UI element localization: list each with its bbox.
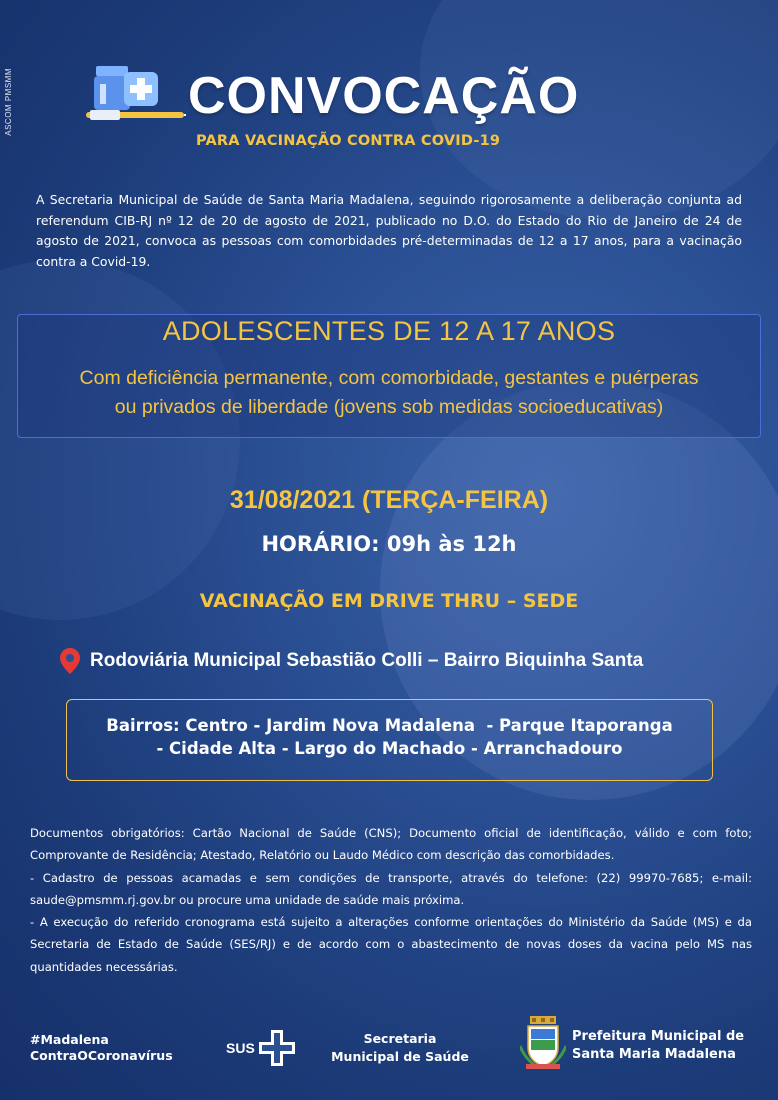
sus-logo [226,1030,297,1066]
target-group-description [0,364,778,422]
vaccine-icon [86,64,186,126]
hashtag-line-2: ContraOCoronavírus [30,1048,173,1063]
page-title: CONVOCAÇÃO [188,67,580,125]
vaccination-time: HORÁRIO: 09h às 12h [261,532,517,556]
secretariat-line-1: Secretaria [363,1031,437,1046]
schedule-disclaimer-note: - A execução do referido cronograma está sujeito a alterações conforme orientações do Ministério da Saúde (MS) e da Secretaria de Estado de Saúde (SES/RJ) e de acordo com o abastecimento de novas doses da vacina pelo MS nas quantidades necessárias. [30,915,752,974]
credit-label: ASCOM PMSMM [4,68,13,136]
city-hall-line-2: Santa Maria Madalena [572,1047,736,1062]
neighborhoods-line-1: Bairros: Centro - Jardim Nova Madalena - Parque Itaporanga [106,716,673,735]
map-pin-icon [60,648,80,674]
registration-note: - Cadastro de pessoas acamadas e sem condições de transporte, através do telefone: (22) 99970-7685; e-mail: saude@pmsmm.rj.gov.br ou procure uma unidade de saúde mais próxima. [30,870,752,907]
neighborhoods-text [66,714,713,760]
page-subtitle: PARA VACINAÇÃO CONTRA COVID-19 [196,133,501,149]
target-group-line-1: Com deficiência permanente, com comorbidade, gestantes e puérperas [79,367,699,389]
sus-cross-icon [257,1030,297,1066]
hashtag-line-1: #Madalena [30,1032,109,1047]
health-secretariat-logo [330,1030,470,1066]
sus-label: SUS [226,1040,255,1056]
location-text: Rodoviária Municipal Sebastião Colli – Bairro Biquinha Santa [90,650,644,671]
target-group-title: ADOLESCENTES DE 12 A 17 ANOS [162,316,616,346]
campaign-hashtag [30,1032,173,1064]
secretariat-line-2: Municipal de Saúde [331,1049,469,1064]
required-documents-note: Documentos obrigatórios: Cartão Nacional de Saúde (CNS); Documento oficial de identificação, válido e com foto; Comprovante de Residência; Atestado, Relatório ou Laudo Médico com descrição das comorbidades. [30,826,752,863]
intro-paragraph: A Secretaria Municipal de Saúde de Santa Maria Madalena, seguindo rigorosamente a deliberação conjunta ad referendum CIB-RJ nº 12 de 20 de agosto de 2021, publicado no D.O. do Estado do Rio de Janeiro de 24 de agosto de 2021, convoca as pessoas com comorbidades pré-determinadas de 12 a 17 anos, para a vacinação contra a Covid-19. [36,192,742,269]
vaccination-date: 31/08/2021 (TERÇA-FEIRA) [229,486,549,514]
city-hall-line-1: Prefeitura Municipal de [572,1029,745,1044]
vaccination-mode: VACINAÇÃO EM DRIVE THRU – SEDE [199,590,579,612]
city-hall-logo-text [572,1028,744,1064]
neighborhoods-line-2: - Cidade Alta - Largo do Machado - Arranchadouro [156,739,623,758]
target-group-line-2: ou privados de liberdade (jovens sob medidas socioeducativas) [114,396,664,418]
notes-section [30,822,752,978]
coat-of-arms-icon [520,1016,566,1070]
location-row [60,648,643,674]
